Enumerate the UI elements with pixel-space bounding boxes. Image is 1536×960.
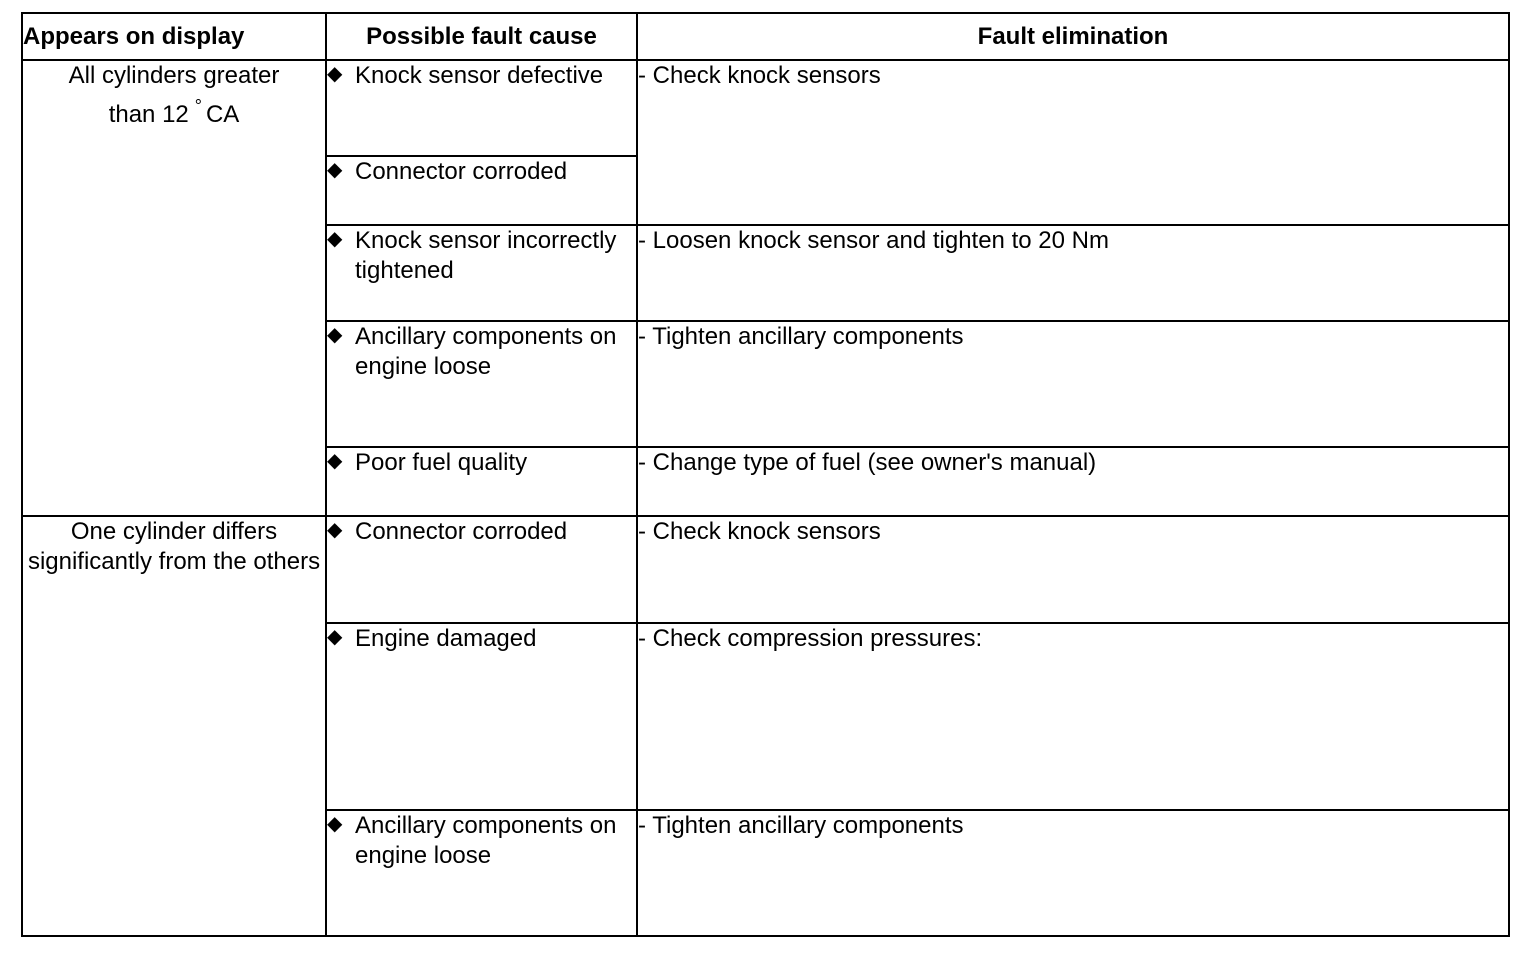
cause-cell [326,225,637,321]
display-text-line2: than 12 ° CA [108,96,240,128]
table-row [22,516,1509,623]
cause-text: Ancillary components on engine loose [355,323,617,380]
cause-cell [326,623,637,810]
elimination-cell: - Change type of fuel (see owner's manual) [637,447,1509,516]
elimination-cell: - Check compression pressures: [637,623,1509,810]
diamond-bullet-icon: ◆ [327,228,343,250]
diamond-bullet-icon: ◆ [327,813,343,835]
display-text-line1: All cylinders greater [68,62,280,89]
cause-cell [326,447,637,516]
cause-cell [326,810,637,936]
display-cell-one-cylinder: One cylinder differs significantly from the others [22,516,326,936]
cause-text: Ancillary components on engine loose [355,812,617,869]
cause-text: Knock sensor incorrectly tightened [355,227,617,284]
diamond-bullet-icon: ◆ [327,626,343,648]
elimination-cell: - Tighten ancillary components [637,321,1509,447]
cause-cell [326,156,637,225]
cause-text: Engine damaged [355,625,537,652]
header-cause: Possible fault cause [326,13,637,60]
elimination-cell: - Loosen knock sensor and tighten to 20 Nm [637,225,1509,321]
diamond-bullet-icon: ◆ [327,159,343,181]
cause-text: Connector corroded [355,518,568,545]
header-row [22,13,1509,60]
diamond-bullet-icon: ◆ [327,63,343,85]
fault-table [21,12,1510,937]
cause-text: Poor fuel quality [355,449,528,476]
diamond-bullet-icon: ◆ [327,450,343,472]
diamond-bullet-icon: ◆ [327,519,343,541]
display-cell-all-cylinders [22,60,326,516]
elimination-cell: - Check knock sensors [637,516,1509,623]
cause-text: Connector corroded [355,158,568,185]
elimination-cell: - Check knock sensors [637,60,1509,225]
elimination-cell: - Tighten ancillary components [637,810,1509,936]
cause-cell [326,60,637,156]
header-display: Appears on display [22,13,326,60]
diamond-bullet-icon: ◆ [327,324,343,346]
cause-cell [326,321,637,447]
header-elimination: Fault elimination [637,13,1509,60]
cause-cell [326,516,637,623]
cause-text: Knock sensor defective [355,62,604,89]
table-row [22,60,1509,156]
